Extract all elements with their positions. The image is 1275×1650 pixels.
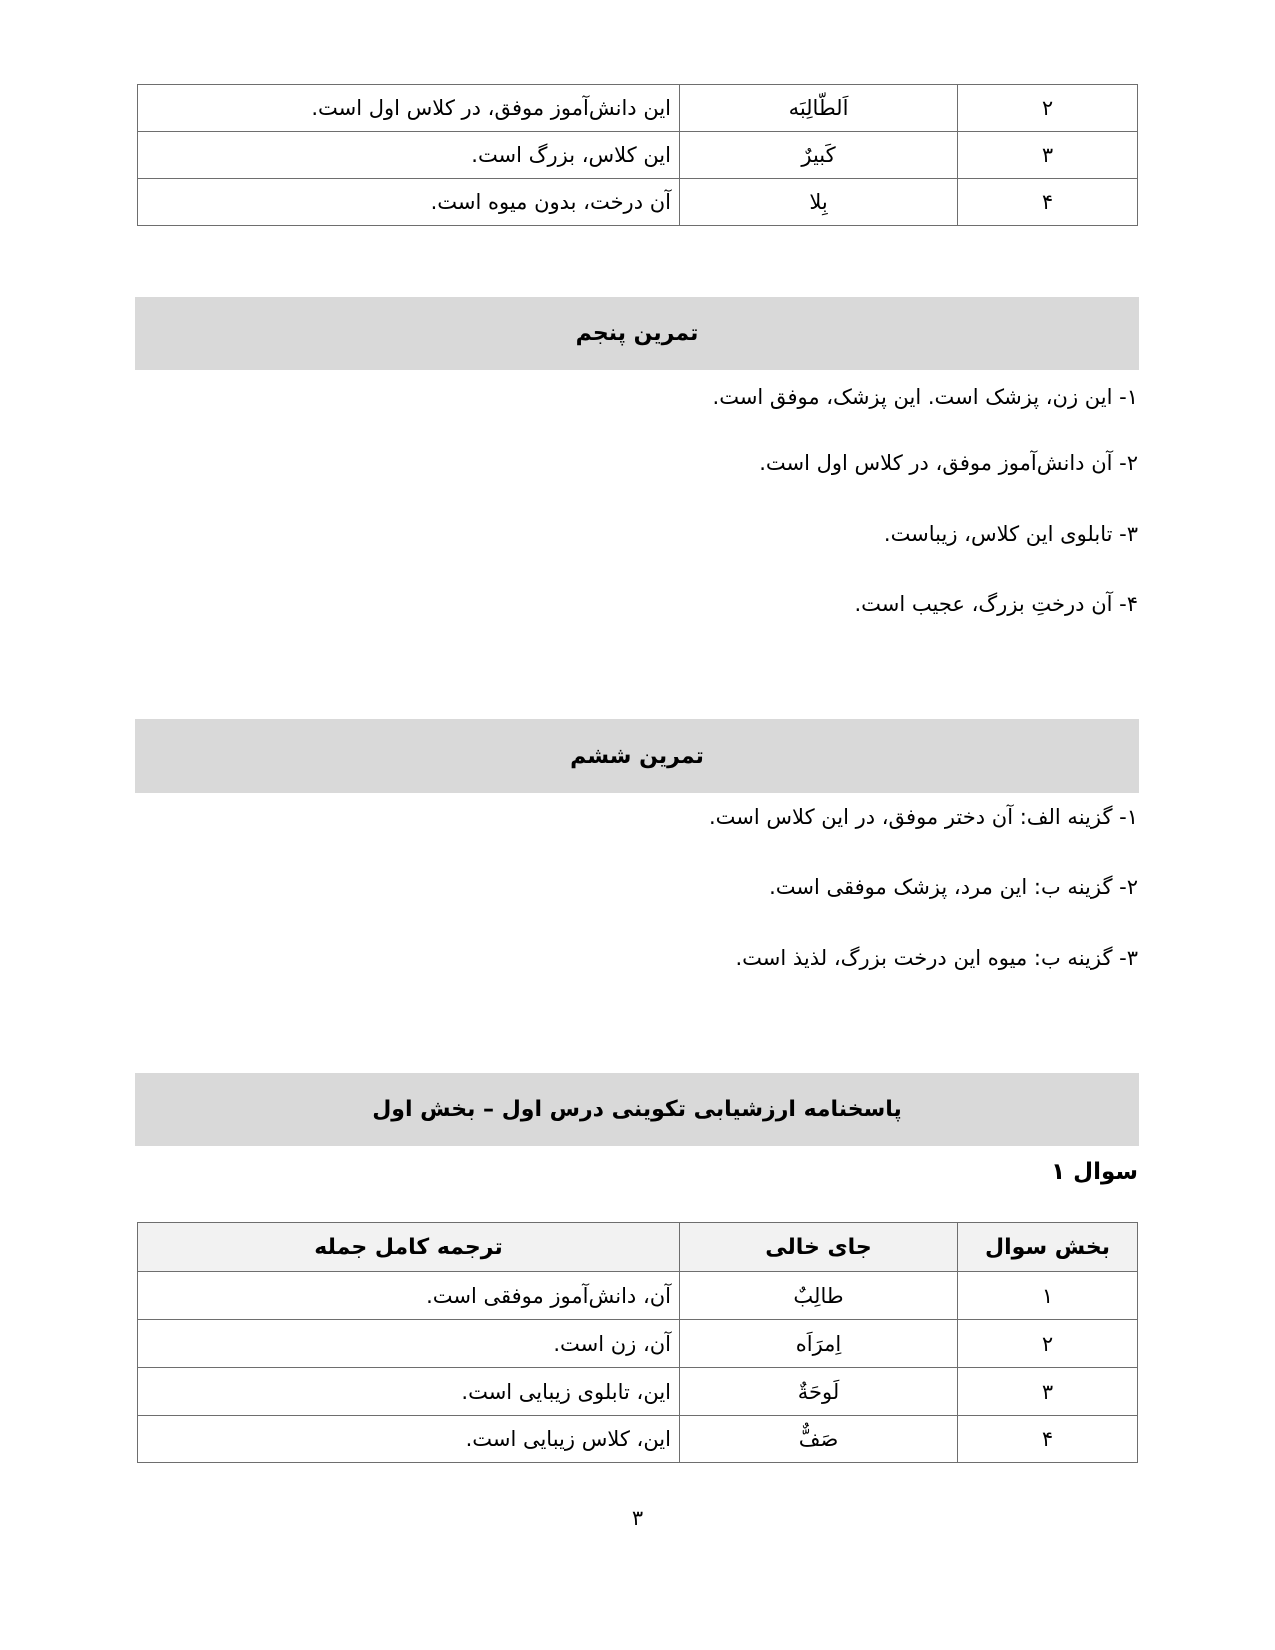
exercise5-item: ۴- آن درختِ بزرگ، عجیب است. — [854, 592, 1138, 616]
table-row — [138, 132, 1138, 179]
row-number: ۳ — [958, 1368, 1138, 1416]
row-number: ۳ — [958, 132, 1138, 179]
header-translation: ترجمه کامل جمله — [138, 1223, 680, 1272]
word-cell: بِلا — [680, 179, 958, 226]
word-cell: اَلطّالِبَه — [680, 85, 958, 132]
header-question-part: بخش سوال — [958, 1223, 1138, 1272]
answer-key-title: پاسخنامه ارزشیابی تکوینی درس اول – بخش اول — [372, 1097, 902, 1122]
row-number: ۴ — [958, 179, 1138, 226]
word-cell: کَبیرٌ — [680, 132, 958, 179]
exercise5-item: ۱- این زن، پزشک است. این پزشک، موفق است. — [712, 385, 1138, 409]
exercise5-item: ۳- تابلوی این کلاس، زیباست. — [883, 522, 1138, 546]
sentence-cell: این کلاس، بزرگ است. — [138, 132, 680, 179]
word-cell: صَفٌّ — [680, 1416, 958, 1463]
vocabulary-table — [137, 84, 1138, 226]
page-number: ۳ — [631, 1506, 644, 1530]
header-blank: جای خالی — [680, 1223, 958, 1272]
sentence-cell: آن، زن است. — [138, 1320, 680, 1368]
sentence-cell: این دانش‌آموز موفق، در کلاس اول است. — [138, 85, 680, 132]
exercise6-item: ۱- گزینه الف: آن دختر موفق، در این کلاس است. — [709, 805, 1138, 829]
sentence-cell: آن درخت، بدون میوه است. — [138, 179, 680, 226]
answer-table — [137, 1222, 1138, 1463]
exercise6-item: ۲- گزینه ب: این مرد، پزشک موفقی است. — [769, 875, 1138, 899]
exercise5-item: ۲- آن دانش‌آموز موفق، در کلاس اول است. — [759, 451, 1138, 475]
question-title: سوال ۱ — [1051, 1159, 1138, 1185]
sentence-cell: آن، دانش‌آموز موفقی است. — [138, 1272, 680, 1320]
table-row — [138, 1320, 1138, 1368]
exercise6-item: ۳- گزینه ب: میوه این درخت بزرگ، لذیذ است. — [735, 946, 1138, 970]
table-row — [138, 85, 1138, 132]
table-row — [138, 1272, 1138, 1320]
exercise5-title: تمرین پنجم — [575, 321, 699, 346]
exercise6-header — [135, 719, 1139, 793]
table-row — [138, 179, 1138, 226]
word-cell: لَوحَةٌ — [680, 1368, 958, 1416]
sentence-cell: این، کلاس زیبایی است. — [138, 1416, 680, 1463]
exercise5-header — [135, 297, 1139, 370]
word-cell: اِمرَاَه — [680, 1320, 958, 1368]
sentence-cell: این، تابلوی زیبایی است. — [138, 1368, 680, 1416]
answer-key-header — [135, 1073, 1139, 1146]
row-number: ۲ — [958, 1320, 1138, 1368]
table-row — [138, 1416, 1138, 1463]
row-number: ۴ — [958, 1416, 1138, 1463]
exercise6-title: تمرین ششم — [570, 743, 704, 769]
table-header-row — [138, 1223, 1138, 1272]
word-cell: طالِبٌ — [680, 1272, 958, 1320]
table-row — [138, 1368, 1138, 1416]
row-number: ۲ — [958, 85, 1138, 132]
row-number: ۱ — [958, 1272, 1138, 1320]
